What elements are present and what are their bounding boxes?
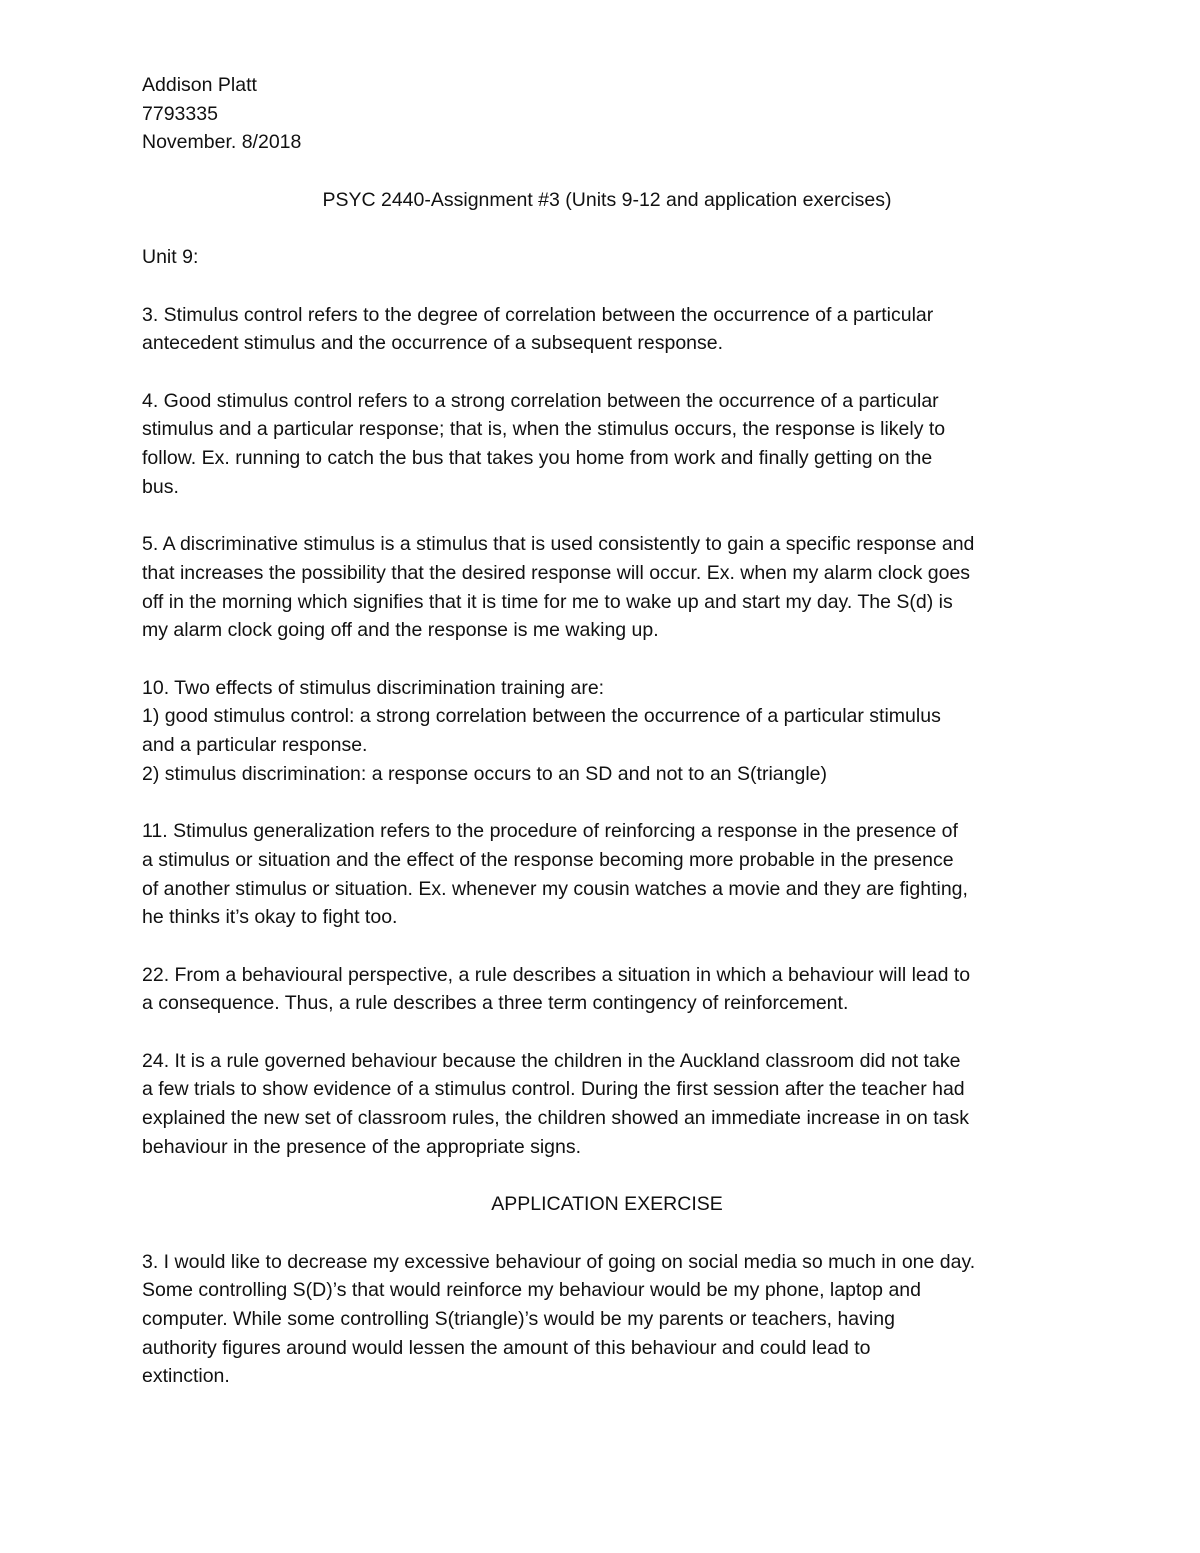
student-id: 7793335 [142,102,218,125]
answer-line: stimulus and a particular response; that is, when the stimulus occurs, the response is likely to [142,418,946,441]
document-page [142,71,1072,1420]
assignment-title: PSYC 2440-Assignment #3 (Units 9-12 and application exercises) [322,188,892,211]
answer-line: my alarm clock going off and the response is me waking up. [142,619,659,642]
author-name: Addison Platt [142,74,257,96]
answer-line: 1) good stimulus control: a strong correlation between the occurrence of a particular stimulus [142,705,941,728]
answer-line: off in the morning which signifies that it is time for me to wake up and start my day. The S(d) is [142,590,953,613]
answer-line: authority figures around would lessen the amount of this behaviour and could lead to [142,1336,871,1359]
answer-line: computer. While some controlling S(triangle)’s would be my parents or teachers, having [142,1308,895,1331]
answer-line: 11. Stimulus generalization refers to the procedure of reinforcing a response in the presence of [142,820,958,843]
answer-line: Some controlling S(D)’s that would reinforce my behaviour would be my phone, laptop and [142,1279,921,1302]
answer-line: antecedent stimulus and the occurrence of a subsequent response. [142,332,724,355]
assignment-title-block [142,186,1072,215]
answer-paragraph [142,1047,1072,1162]
answer-line: behaviour in the presence of the appropriate signs. [142,1135,582,1158]
answer-line: 3. Stimulus control refers to the degree of correlation between the occurrence of a particular [142,303,934,326]
answer-line: follow. Ex. running to catch the bus that takes you home from work and finally getting on the [142,447,933,470]
answer-line: of another stimulus or situation. Ex. whenever my cousin watches a movie and they are fighting, [142,877,968,900]
answer-paragraph [142,387,1072,502]
answer-line: and a particular response. [142,734,368,757]
answer-line: a stimulus or situation and the effect of the response becoming more probable in the presence [142,848,954,871]
answers-list [142,301,1072,1162]
answer-line: 22. From a behavioural perspective, a rule describes a situation in which a behaviour will lead to [142,963,971,986]
answer-line: extinction. [142,1365,230,1388]
application-answer [142,1248,1072,1392]
answer-line: that increases the possibility that the desired response will occur. Ex. when my alarm clock goes [142,561,971,584]
unit-heading: Unit 9: [142,246,199,269]
answer-line: 4. Good stimulus control refers to a strong correlation between the occurrence of a particular [142,389,939,412]
answer-line: explained the new set of classroom rules, the children showed an immediate increase in on task [142,1107,970,1130]
submission-date: November. 8/2018 [142,131,302,154]
author-header [142,71,1072,157]
answer-line: he thinks it’s okay to fight too. [142,906,398,929]
answer-line: 5. A discriminative stimulus is a stimulus that is used consistently to gain a specific response and [142,533,975,556]
answer-line: a few trials to show evidence of a stimulus control. During the first session after the teacher had [142,1078,965,1101]
answer-line: 2) stimulus discrimination: a response occurs to an SD and not to an S(triangle) [142,762,827,785]
answer-paragraph [142,301,1072,358]
answer-line: 24. It is a rule governed behaviour because the children in the Auckland classroom did not take [142,1049,961,1072]
answer-paragraph [142,530,1072,645]
application-heading: APPLICATION EXERCISE [491,1193,723,1216]
answer-line: a consequence. Thus, a rule describes a three term contingency of reinforcement. [142,992,849,1015]
answer-paragraph [142,817,1072,932]
unit-heading-block [142,243,1072,272]
application-heading-block [142,1190,1072,1219]
answer-line: 10. Two effects of stimulus discrimination training are: [142,676,605,699]
answer-paragraph [142,961,1072,1018]
answer-line: 3. I would like to decrease my excessive behaviour of going on social media so much in one day. [142,1250,976,1273]
answer-line: bus. [142,475,179,498]
answer-paragraph [142,674,1072,789]
